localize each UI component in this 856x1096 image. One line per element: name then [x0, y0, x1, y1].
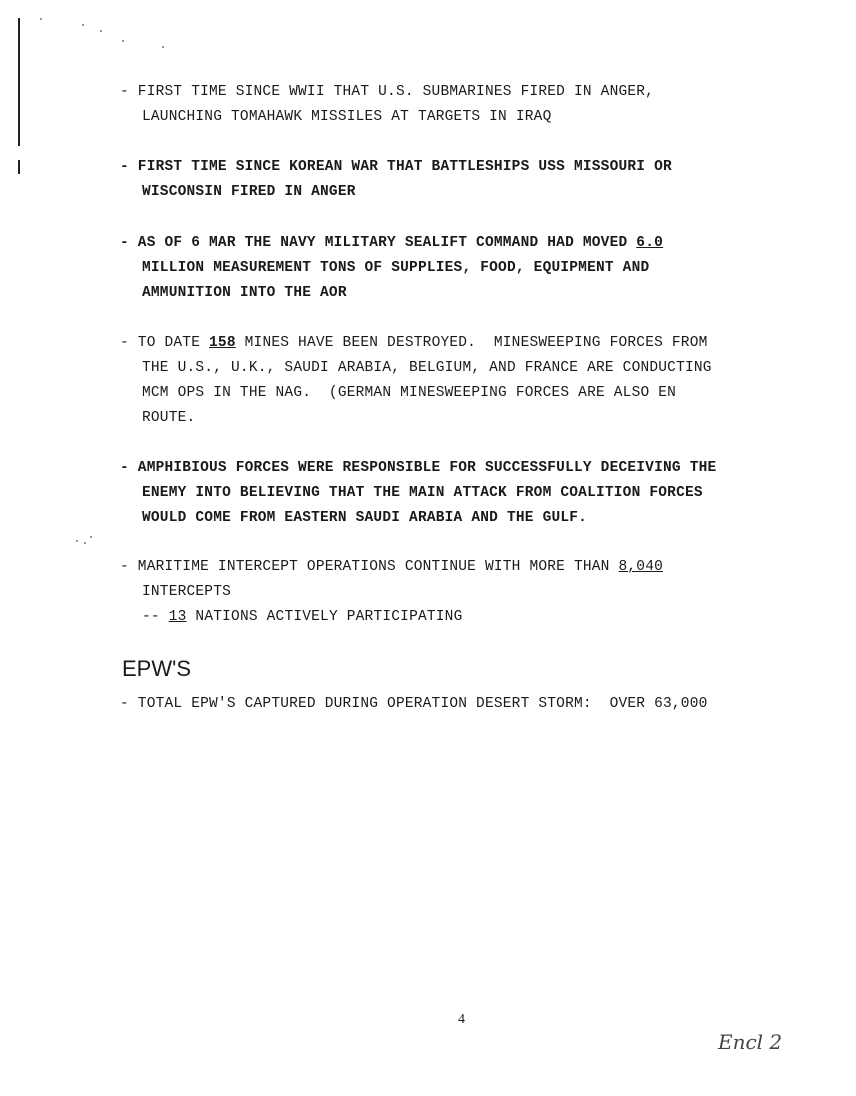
- bullet-mines: [120, 331, 820, 431]
- text-segment: - AS OF 6 MAR THE NAVY MILITARY SEALIFT COMMAND HAD MOVED: [120, 235, 637, 251]
- bullet-amphibious: [120, 456, 820, 531]
- bullet-battleships: [120, 155, 820, 205]
- scan-speck: [40, 18, 42, 20]
- margin-mark: [18, 160, 20, 174]
- text-line: [120, 231, 820, 256]
- text-line: LAUNCHING TOMAHAWK MISSILES AT TARGETS IN IRAQ: [142, 109, 552, 125]
- scan-speck: [90, 536, 92, 538]
- text-line: ROUTE.: [142, 410, 196, 426]
- bullet-submarines: [120, 80, 820, 130]
- text-segment: --: [142, 609, 169, 625]
- text-line: WISCONSIN FIRED IN ANGER: [142, 184, 356, 200]
- scan-speck: [122, 40, 124, 42]
- bullet-epw-total: [120, 692, 820, 717]
- text-line: [120, 555, 820, 580]
- text-line: MCM OPS IN THE NAG. (GERMAN MINESWEEPING FORCES ARE ALSO EN: [142, 385, 677, 401]
- text-segment: - MARITIME INTERCEPT OPERATIONS CONTINUE WITH MORE THAN: [120, 559, 619, 575]
- text-line: - FIRST TIME SINCE KOREAN WAR THAT BATTLESHIPS USS MISSOURI OR: [120, 159, 672, 175]
- underlined-figure: 13: [168, 609, 187, 625]
- underlined-figure: 8,040: [618, 559, 663, 575]
- text-line: - AMPHIBIOUS FORCES WERE RESPONSIBLE FOR SUCCESSFULLY DECEIVING THE: [120, 460, 717, 476]
- text-line: - TOTAL EPW'S CAPTURED DURING OPERATION DESERT STORM: OVER 63,000: [120, 696, 708, 712]
- underlined-figure: 158: [209, 335, 236, 351]
- page-number: 4: [458, 1012, 465, 1027]
- text-line: INTERCEPTS: [142, 584, 232, 600]
- bullet-maritime-intercept: [120, 555, 820, 630]
- underlined-figure: 6.0: [636, 235, 664, 251]
- text-line: [120, 331, 820, 356]
- bullet-sealift: [120, 231, 820, 306]
- margin-mark: [18, 18, 20, 146]
- text-segment: - TO DATE: [120, 335, 210, 351]
- text-line: ENEMY INTO BELIEVING THAT THE MAIN ATTACK FROM COALITION FORCES: [142, 485, 703, 501]
- text-line: WOULD COME FROM EASTERN SAUDI ARABIA AND THE GULF.: [142, 510, 588, 526]
- text-line: THE U.S., U.K., SAUDI ARABIA, BELGIUM, AND FRANCE ARE CONDUCTING: [142, 360, 712, 376]
- handwritten-note: Encl 2: [718, 1030, 783, 1054]
- scan-speck: [100, 30, 102, 32]
- scan-speck: [82, 24, 84, 26]
- scan-speck: [84, 542, 86, 544]
- text-segment: NATIONS ACTIVELY PARTICIPATING: [186, 609, 463, 625]
- text-line: MILLION MEASUREMENT TONS OF SUPPLIES, FOOD, EQUIPMENT AND: [142, 260, 650, 276]
- section-heading: EPW'S: [122, 656, 191, 681]
- text-segment: MINES HAVE BEEN DESTROYED. MINESWEEPING FORCES FROM: [235, 335, 708, 351]
- text-line: AMMUNITION INTO THE AOR: [142, 285, 347, 301]
- scan-speck: [76, 540, 78, 542]
- text-line: - FIRST TIME SINCE WWII THAT U.S. SUBMARINES FIRED IN ANGER,: [120, 84, 655, 100]
- text-line: [120, 605, 820, 630]
- scan-speck: [162, 46, 164, 48]
